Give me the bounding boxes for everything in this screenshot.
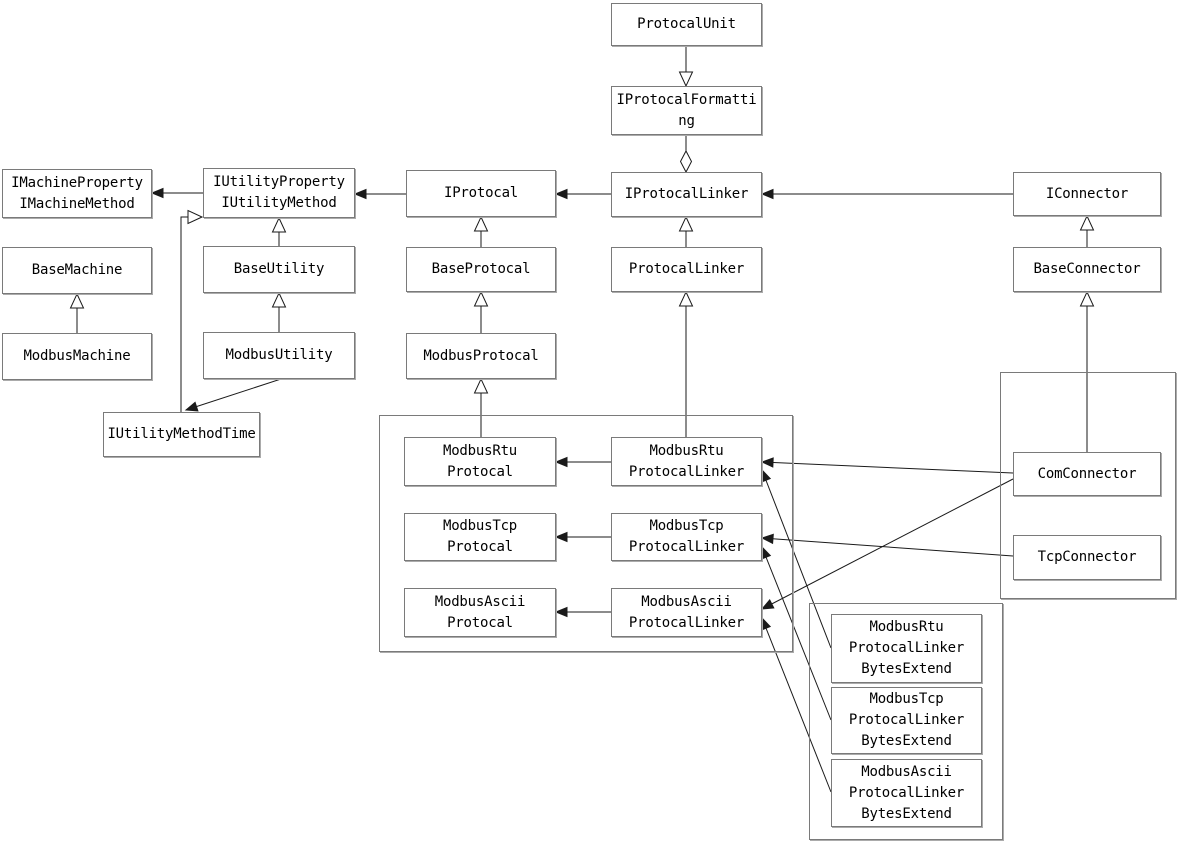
class-box-base-utility[interactable] bbox=[203, 246, 355, 293]
class-name-text: ProtocalUnit bbox=[637, 16, 736, 32]
class-box-iprotocal-linker[interactable] bbox=[611, 172, 762, 217]
class-name-text: ng bbox=[678, 112, 695, 129]
edge-iutility-method-time--iutility-property-method bbox=[181, 211, 202, 413]
class-box-modbus-protocal[interactable] bbox=[406, 333, 556, 379]
filled-arrow-marker bbox=[355, 190, 366, 199]
open-triangle-marker bbox=[1081, 292, 1094, 306]
edge-modbus-machine--base-machine bbox=[71, 294, 84, 333]
class-name-text: IProtocalLinker bbox=[624, 186, 749, 202]
class-box-protocal-linker[interactable] bbox=[611, 247, 762, 292]
class-box-modbus-rtu-protocal-linker-bytes-extend[interactable] bbox=[831, 614, 982, 683]
class-name-text: IUtilityMethodTime bbox=[107, 426, 256, 442]
class-name-text: ModbusProtocal bbox=[423, 347, 539, 364]
edge-protocal-linker--iprotocal-linker bbox=[680, 217, 693, 247]
class-box-modbus-machine[interactable] bbox=[2, 333, 152, 380]
class-name-text: ProtocalLinker bbox=[628, 614, 745, 631]
class-box-base-machine[interactable] bbox=[2, 247, 152, 294]
class-name-text: IUtilityMethod bbox=[221, 195, 337, 211]
class-box-imachine-property-method[interactable] bbox=[2, 169, 152, 218]
class-box-modbus-ascii-protocal-linker-bytes-extend[interactable] bbox=[831, 759, 982, 827]
open-triangle-marker bbox=[273, 218, 286, 232]
edge-line bbox=[762, 538, 1013, 556]
filled-arrow-marker bbox=[762, 190, 773, 199]
class-name-text: BaseUtility bbox=[233, 261, 325, 277]
class-box-iutility-method-time[interactable] bbox=[103, 412, 260, 457]
class-box-tcp-connector[interactable] bbox=[1013, 535, 1161, 580]
filled-arrow-marker bbox=[186, 402, 198, 411]
class-name-text: ProtocalLinker bbox=[848, 640, 965, 656]
class-name-text: ModbusAscii bbox=[861, 763, 952, 780]
class-name-text: ProtocalLinker bbox=[848, 784, 965, 801]
class-name-text: IConnector bbox=[1045, 185, 1129, 202]
open-triangle-marker bbox=[273, 293, 286, 307]
open-triangle-marker bbox=[475, 292, 488, 306]
class-name-text: ModbusMachine bbox=[23, 348, 131, 364]
class-name-text: BaseMachine bbox=[31, 262, 123, 278]
open-triangle-marker bbox=[188, 211, 202, 224]
class-box-modbus-tcp-protocal-linker-bytes-extend[interactable] bbox=[831, 687, 982, 754]
class-box-modbus-utility[interactable] bbox=[203, 332, 355, 379]
edge-iprotocal--iutility-property-method bbox=[355, 190, 406, 199]
open-triangle-marker bbox=[680, 292, 693, 306]
class-box-modbus-rtu-protocal-linker[interactable] bbox=[611, 437, 762, 486]
class-name-text: ModbusAscii bbox=[641, 593, 732, 610]
edge-protocal-unit--iprotocal-formatting bbox=[680, 46, 693, 86]
edge-line bbox=[762, 462, 1013, 473]
edge-base-connector--iconnector bbox=[1081, 216, 1094, 247]
class-box-iprotocal[interactable] bbox=[406, 170, 556, 217]
class-name-text: ProtocalLinker bbox=[628, 539, 745, 555]
open-triangle-marker bbox=[475, 379, 488, 393]
open-triangle-marker bbox=[1081, 216, 1094, 230]
class-name-text: ModbusUtility bbox=[225, 347, 333, 363]
edge-modbus-utility--base-utility bbox=[273, 293, 286, 332]
class-box-com-connector[interactable] bbox=[1013, 452, 1161, 496]
edge-modbus-utility--iutility-method-time bbox=[186, 379, 281, 411]
class-box-base-connector[interactable] bbox=[1013, 247, 1161, 292]
class-name-text: Protocal bbox=[447, 614, 513, 631]
class-name-text: ModbusAscii bbox=[434, 593, 526, 610]
class-name-text: ModbusTcp bbox=[442, 518, 518, 534]
class-name-text: IProtocalFormatti bbox=[616, 91, 757, 108]
class-box-modbus-tcp-protocal-linker[interactable] bbox=[611, 513, 762, 561]
edge-iprotocal-formatting--iprotocal-linker bbox=[681, 135, 692, 172]
class-box-iprotocal-formatting[interactable] bbox=[611, 86, 762, 135]
edge-com-connector--modbus-rtu-protocal-linker bbox=[762, 458, 1013, 473]
class-name-text: IMachineProperty bbox=[11, 174, 143, 191]
edge-modbus-protocal--base-protocal bbox=[475, 292, 488, 333]
class-name-text: ModbusRtu bbox=[442, 442, 518, 459]
class-box-iutility-property-method[interactable] bbox=[203, 168, 355, 218]
class-name-text: Protocal bbox=[447, 463, 513, 480]
class-name-text: BytesExtend bbox=[861, 805, 952, 822]
class-name-text: IProtocal bbox=[443, 185, 519, 201]
filled-arrow-marker bbox=[152, 189, 163, 198]
edge-iutility-property-method--imachine-property-method bbox=[152, 189, 203, 198]
filled-arrow-marker bbox=[556, 190, 567, 199]
class-name-text: ProtocalLinker bbox=[628, 463, 745, 480]
edge-tcp-connector--modbus-tcp-protocal-linker bbox=[762, 534, 1013, 556]
open-triangle-marker bbox=[680, 217, 693, 231]
class-box-modbus-tcp-protocal[interactable] bbox=[404, 513, 556, 561]
open-triangle-marker bbox=[71, 294, 84, 308]
class-name-text: ComConnector bbox=[1037, 465, 1137, 482]
class-box-modbus-ascii-protocal-linker[interactable] bbox=[611, 588, 762, 637]
edge-line bbox=[181, 217, 188, 412]
open-triangle-marker bbox=[475, 217, 488, 231]
edge-base-utility--iutility-property-method bbox=[273, 218, 286, 246]
class-box-iconnector[interactable] bbox=[1013, 172, 1161, 216]
open-triangle-marker bbox=[680, 72, 693, 86]
open-diamond-marker bbox=[681, 151, 692, 172]
class-name-text: ProtocalLinker bbox=[628, 261, 745, 277]
class-name-text: ModbusRtu bbox=[649, 442, 724, 459]
class-name-text: IUtilityProperty bbox=[213, 174, 345, 190]
edge-iconnector--iprotocal-linker bbox=[762, 190, 1013, 199]
class-name-text: BaseProtocal bbox=[431, 261, 531, 277]
class-box-modbus-ascii-protocal[interactable] bbox=[404, 588, 556, 637]
class-name-text: BaseConnector bbox=[1033, 261, 1141, 277]
class-name-text: TcpConnector bbox=[1037, 549, 1137, 565]
class-name-text: ModbusTcp bbox=[869, 691, 944, 707]
class-name-text: ModbusRtu bbox=[869, 619, 944, 635]
class-name-text: ProtocalLinker bbox=[848, 712, 965, 728]
edge-base-protocal--iprotocal bbox=[475, 217, 488, 247]
class-box-modbus-rtu-protocal[interactable] bbox=[404, 437, 556, 486]
class-name-text: IMachineMethod bbox=[19, 195, 135, 212]
edge-com-connector--modbus-ascii-protocal-linker bbox=[762, 479, 1013, 609]
class-name-text: ModbusTcp bbox=[649, 518, 724, 534]
class-name-text: BytesExtend bbox=[861, 661, 952, 677]
class-name-text: BytesExtend bbox=[861, 733, 952, 749]
class-name-text: Protocal bbox=[447, 539, 513, 555]
class-box-protocal-unit[interactable] bbox=[611, 3, 762, 46]
class-box-base-protocal[interactable] bbox=[406, 247, 556, 292]
edge-line bbox=[762, 479, 1013, 609]
edge-iprotocal-linker--iprotocal bbox=[556, 190, 611, 199]
edge-line bbox=[186, 379, 281, 410]
